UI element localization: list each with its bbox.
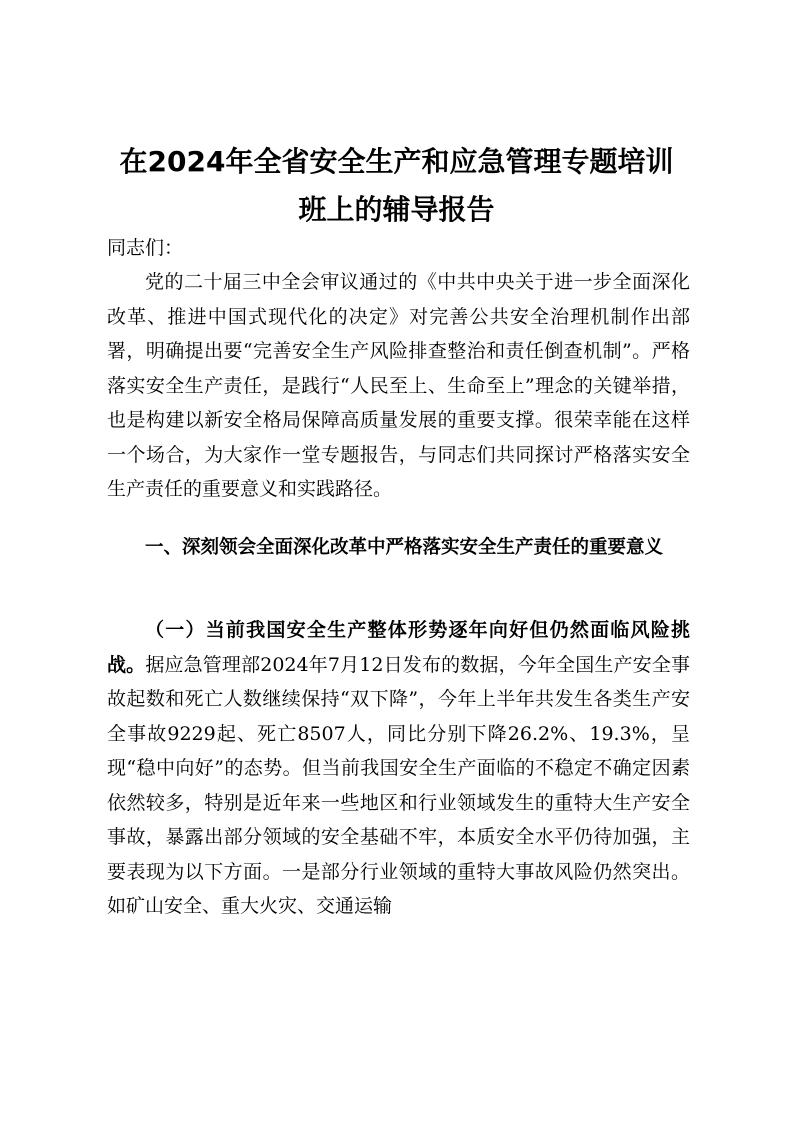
subsection-1-paragraph (107, 613, 690, 924)
document-title-line-2: 班上的辅导报告 (298, 193, 495, 226)
section-1-heading: 一、深刻领会全面深化改革中严格落实安全生产责任的重要意义 (145, 537, 664, 558)
intro-paragraph: 党的二十届三中全会审议通过的《中共中央关于进一步全面深化改革、推进中国式现代化的决定》对完善公共安全治理机制作出部署，明确提出要“完善安全生产风险排查整治和责任倒查机制”。严格落实安全生产责任，是践行“人民至上、生命至上”理念的关键举措，也是构建以新安全格局保障高质量发展的重要支撑。很荣幸能在这样一个场合，为大家作一堂专题报告，与同志们共同探讨严格落实安全生产责任的重要意义和实践路径。 (107, 271, 690, 500)
subsection-1-heading: （一）当前我国安全生产整体形势逐年向好但仍然面临风险挑战。 (107, 619, 690, 676)
subsection-1-body: 据应急管理部2024年7月12日发布的数据，今年全国生产安全事故起数和死亡人数继续保持“双下降”，今年上半年共发生各类生产安全事故9229起、死亡8507人，同比分别下降26.2%、19.3%，呈现“稳中向好”的态势。但当前我国安全生产面临的不稳定不确定因素依然较多，特别是近年来一些地区和行业领域发生的重特大生产安全事故，暴露出部分领域的安全基础不牢，本质安全水平仍待加强，主要表现为以下方面。一是部分行业领域的重特大事故风险仍然突出。如矿山安全、重大火灾、交通运输 (107, 653, 690, 917)
salutation: 同志们： (107, 237, 184, 259)
document-title-line-1: 在2024年全省安全生产和应急管理专题培训 (119, 145, 674, 178)
